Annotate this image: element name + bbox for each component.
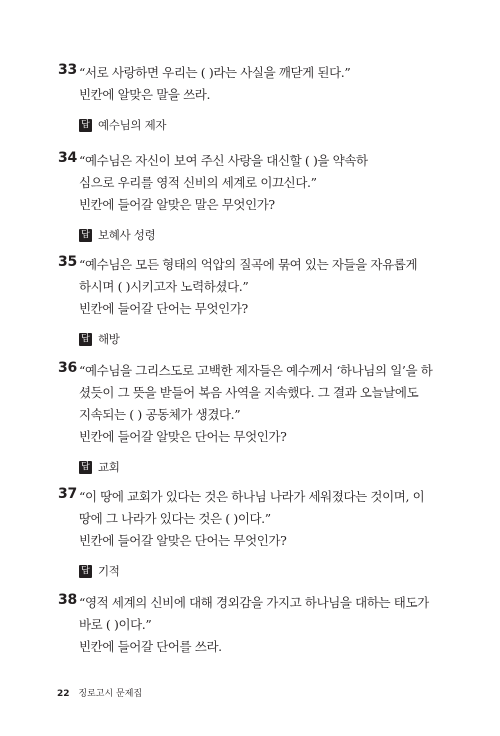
question-line: 하시며 ( )시키고자 노력하셨다.”: [79, 279, 249, 294]
answer: [79, 330, 450, 348]
page-number: 22: [57, 689, 70, 699]
answer: [79, 226, 450, 244]
question-text: [79, 592, 450, 658]
question-line: 심으로 우리를 영적 신비의 세계로 이끄신다.”: [79, 175, 317, 190]
answer-badge: 답: [79, 119, 92, 132]
question-line: 셨듯이 그 뜻을 받들어 복음 사역을 지속했다. 그 결과 오늘날에도: [79, 385, 419, 400]
question-number: 38: [58, 592, 77, 608]
question-35: [58, 254, 450, 348]
question-text: [79, 254, 450, 320]
question-number: 37: [58, 486, 77, 502]
question-line: 빈칸에 들어갈 알맞은 단어는 무엇인가?: [79, 533, 287, 548]
book-title: 징로고시 문제집: [78, 689, 143, 699]
question-line: “영적 세계의 신비에 대해 경외감을 가지고 하나님을 대하는 태도가: [79, 595, 429, 610]
question-line: 땅에 그 나라가 있다는 것은 ( )이다.”: [79, 511, 271, 526]
answer: [79, 562, 450, 580]
question-36: [58, 360, 450, 476]
answer: [79, 116, 450, 134]
answer-badge: 답: [79, 461, 92, 474]
question-text: [79, 360, 450, 448]
question-number: 33: [58, 62, 77, 78]
question-line: 빈칸에 들어갈 알맞은 말은 무엇인가?: [79, 197, 275, 212]
answer-badge: 답: [79, 229, 92, 242]
answer-text: 보혜사 성령: [98, 228, 156, 242]
question-line: 빈칸에 들어갈 단어는 무엇인가?: [79, 301, 248, 316]
answer-badge: 답: [79, 565, 92, 578]
question-line: 바로 ( )이다.”: [79, 617, 152, 632]
question-line: “예수님을 그리스도로 고백한 제자들은 예수께서 ‘하나님의 일’을 하: [79, 363, 433, 378]
answer-text: 해방: [98, 332, 120, 346]
question-text: [79, 150, 450, 216]
question-line: “예수님은 모든 형태의 억압의 질곡에 묶여 있는 자들을 자유롭게: [79, 257, 418, 272]
question-line: “이 땅에 교회가 있다는 것은 하나님 나라가 세워졌다는 것이며, 이: [79, 489, 425, 504]
page-footer: [57, 686, 142, 699]
question-line: “예수님은 자신이 보여 주신 사랑을 대신할 ( )을 약속하: [79, 153, 368, 168]
answer: [79, 458, 450, 476]
question-line: 빈칸에 들어갈 알맞은 단어는 무엇인가?: [79, 429, 287, 444]
question-number: 36: [58, 360, 77, 376]
question-37: [58, 486, 450, 580]
question-text: [79, 62, 450, 106]
question-38: [58, 592, 450, 658]
question-34: [58, 150, 450, 244]
answer-text: 교회: [98, 460, 120, 474]
answer-text: 예수님의 제자: [98, 118, 167, 132]
question-line: 빈칸에 들어갈 단어를 쓰라.: [79, 639, 222, 654]
question-line: “서로 사랑하면 우리는 ( )라는 사실을 깨닫게 된다.”: [79, 65, 351, 80]
question-text: [79, 486, 450, 552]
question-line: 지속되는 ( ) 공동체가 생겼다.”: [79, 407, 241, 422]
answer-badge: 답: [79, 333, 92, 346]
question-line: 빈칸에 알맞은 말을 쓰라.: [79, 87, 211, 102]
question-number: 35: [58, 254, 77, 270]
question-33: [58, 62, 450, 134]
question-number: 34: [58, 150, 77, 166]
answer-text: 기적: [98, 564, 120, 578]
